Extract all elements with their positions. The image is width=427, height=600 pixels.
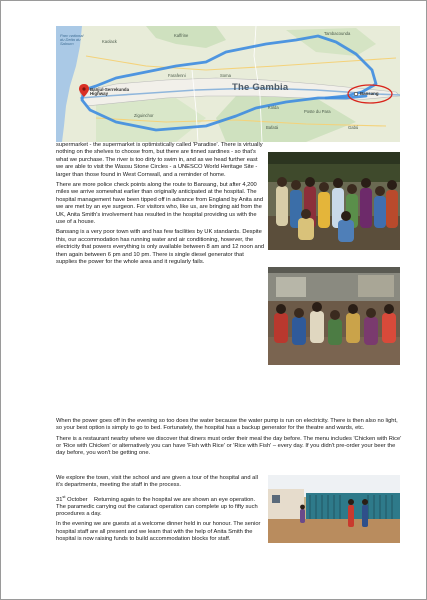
map-label-the-gambia: The Gambia	[232, 82, 289, 93]
map-label-delta: Parc national du Delta du Saloum	[60, 33, 84, 46]
date-day: 31	[56, 496, 63, 503]
paragraph-power: When the power goes off in the evening so too does the water because the water pump is run on electricity. There is then also no light, so your best option is simply to go to bed. Fortunately, the hospital has a backup generator for the theatre and wards, etc.	[56, 418, 398, 432]
map-label-banjul: Banjul-Serrekunda Highway	[90, 87, 130, 97]
photo-indoor-meeting	[268, 267, 400, 365]
route-map	[56, 26, 400, 142]
map-label-tambacounda: Tambacounda	[324, 31, 351, 36]
map-label-kaffrine: Kaffrine	[174, 33, 189, 38]
october-text: Returning again to the hospital we are shown an eye operation. The paramedic carrying out the cataract operation can complete up to fifty such procedures a day.	[56, 496, 258, 518]
map-label-kolda: Kolda	[268, 105, 279, 110]
map-label-poste: Poste du Para	[304, 109, 331, 114]
text-column-lower	[56, 475, 266, 546]
paragraph-explore: We explore the town, visit the school and are given a tour of the hospital and all it's departments, meeting the staff in the process.	[56, 475, 258, 489]
map-label-bansang: Bansang	[360, 90, 379, 96]
map-label-soma: Soma	[220, 73, 231, 78]
paragraph-october	[56, 493, 266, 519]
text-column-upper	[56, 142, 266, 269]
paragraph-bansang: Bansang is a very poor town with and has few facilities by UK standards. Despite this, our accommodation has running water and air conditioning, however, the electricity that powers everything is only available between 8 am and 12 noon and then again between 6 pm and 10 pm. There is single diesel generator that supplies the power for the whole area and it regularly fails.	[56, 229, 265, 265]
photo-hospital-exterior	[268, 475, 400, 543]
map-label-ziguinchor: Ziguinchor	[134, 113, 154, 118]
paragraph-restaurant: There is a restaurant nearby where we discover that diners must order their meal the day before. The menu includes 'Chicken with Rice' or 'Rice with Chicken' or alternatively you can have 'Fish with Rice' or 'Rice with Fish' – every day. If you didn't pre-order your beer the day before, you won't be getting one.	[56, 435, 402, 457]
paragraph-dinner: In the evening we are guests at a welcome dinner held in our honour. The senior hospital staff are all present and we learn that with the help of Anita Smith the hospital is now raising funds to build accommodation blocks for staff.	[56, 521, 261, 543]
map-label-bafata: Bafatá	[266, 125, 279, 130]
date-month: October	[65, 496, 88, 503]
paragraph-supermarket: supermarket - the supermarket is optimistically called 'Paradise'. There is virtually nothing on the shelves to choose from, but there are tinned sardines - so that's what we purchase. The river is too dirty to swim in, and as we head further east we are able to visit the Wassu Stone Circles - a UNESCO World Heritage Site - larger than those found in West Cornwall, and a reminder of home.	[56, 142, 263, 178]
map-label-farafenni: Farafenni	[168, 73, 186, 78]
text-full-width	[56, 418, 402, 460]
paragraph-arrival: There are more police check points along the route to Bansang, but after 4,200 miles we arrive somewhat earlier than originally anticipated at the hospital. The hospital management have been tipped off in advance from England by Anita and we are met by an eye surgeon. For visitors who, like us, are bringing aid from the UK, Anita Smith's involvement has resulted in the hospital providing us with the use of a house.	[56, 181, 264, 226]
photo-crowd-outdoors	[268, 152, 400, 250]
map-label-gabu: Gabú	[348, 125, 359, 130]
date-suffix: st	[62, 493, 66, 499]
map-label-kaolack: Kaolack	[102, 39, 117, 44]
